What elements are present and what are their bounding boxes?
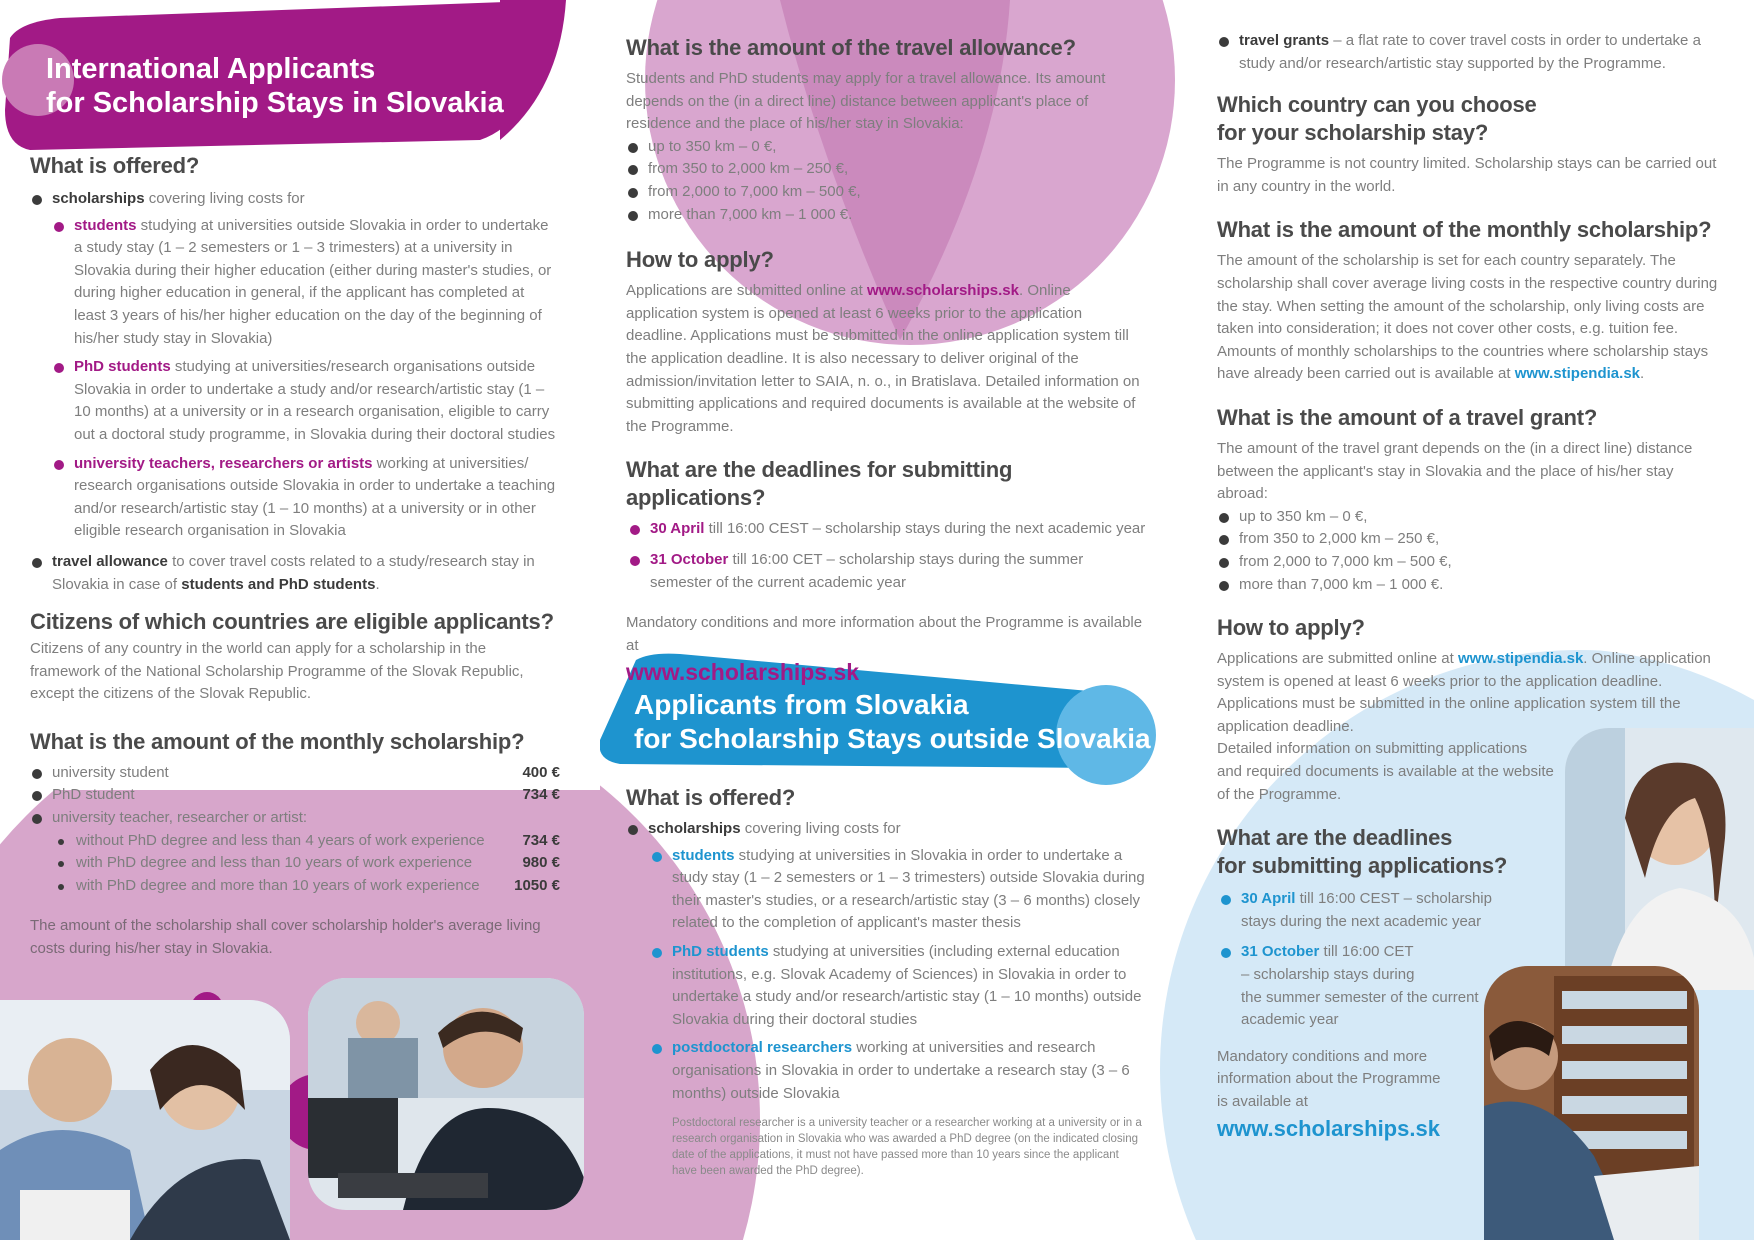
list-item: students studying at universities outside Slovakia in order to undertake a study stay (1 – 2 semesters or 1 – 3 trimesters) at a university in Slovakia during their higher education (either during master's studies, or during higher education in general, if the applicant has completed at least 3 years of his/her higher education on the day of the beginning of his/her study stay in Slovakia)	[50, 215, 560, 351]
list-item: 31 October till 16:00 CET – scholarship stays during the summer semester of the current academic year	[626, 549, 1146, 594]
list-item: postdoctoral researchers working at universities and research organisations in Slovakia in order to undertake a research stay (3 – 6 months) outside Slovakia	[648, 1037, 1146, 1105]
apply-text: Applications are submitted online at www.scholarships.sk. Online application system is opened at least 6 weeks prior to the application deadline. Applications must be submitted in the online application system till the application deadline. It is also necessary to deliver original of the admission/invitation letter to SAIA, n. o., in Bratislava. Detailed information on submitting applications and required documents is available at the website of the Programme.	[626, 282, 1140, 435]
table-row: university student 400 €	[30, 762, 560, 785]
country-text: The Programme is not country limited. Scholarship stays can be carried out in any country in the world.	[1217, 155, 1717, 195]
heading-offered: What is offered?	[30, 153, 200, 178]
list-item: travel grants – a flat rate to cover travel costs in order to undertake a study and/or research/artistic stay supported by the Programme.	[1217, 30, 1727, 75]
banner-line-1: International Applicants	[46, 53, 376, 85]
travel-text: Students and PhD students may apply for a travel allowance. Its amount depends on the (in a direct line) distance between applicant's place of residence and the place of his/her stay in Slovakia:	[626, 70, 1106, 133]
scholarships-big-link-blue[interactable]: www.scholarships.sk	[1217, 1115, 1440, 1141]
list-item: students studying at universities in Slovakia in order to undertake a study stay (1 – 2 semesters or 1 – 3 trimesters) outside Slovakia during their master's studies, or a research/artistic stay (3 – 6 months) closely related to the completion of applicant's master thesis	[648, 845, 1146, 935]
grants-list	[1217, 30, 1727, 75]
table-row: without PhD degree and less than 4 years of work experience 734 €	[52, 830, 560, 853]
monthly-sublist	[52, 830, 560, 898]
heading-monthly: What is the amount of the monthly scholarship?	[30, 728, 525, 754]
list-item: 30 April till 16:00 CEST – scholarship stays during the next academic year	[1217, 888, 1727, 933]
list-item: from 350 to 2,000 km – 250 €,	[1217, 528, 1727, 551]
column-international	[30, 150, 560, 961]
heading-travel-grant: What is the amount of a travel grant?	[1217, 404, 1598, 430]
heading-citizens: Citizens of which countries are eligible applicants?	[30, 609, 554, 635]
list-item: more than 7,000 km – 1 000 €.	[626, 204, 1146, 227]
list-item: more than 7,000 km – 1 000 €.	[1217, 574, 1727, 597]
photo-woman	[1565, 728, 1754, 990]
grant-list	[1217, 506, 1727, 596]
monthly-list	[30, 762, 560, 898]
list-item: from 2,000 to 7,000 km – 500 €,	[626, 181, 1146, 204]
list-item: scholarships covering living costs for students studying at universities in Slovakia in order to undertake a study stay (1 – 2 semesters or 1 – 3 trimesters) outside Slovakia during their master's studies, or a research/artistic stay (3 – 6 months) closely related to the completion of applicant's master thesis PhD students studying at universities (including external education institutions, e.g. Slovak Academy of Sciences) in Slovakia in order to undertake a study and/or research/artistic stay (1 – 10 months) outside Slovakia during their doctoral studies postdoctoral researchers working at universities and research organisations in Slovakia in order to undertake a research stay (3 – 6 months) outside Slovakia	[626, 818, 1146, 1105]
apply-outside-text: Applications are submitted online at www.stipendia.sk. Online application system is opened at least 6 weeks prior to the application deadline. Applications must be submitted in the online application system till the application deadline. Detailed information on submitting applications and required documents is available at the website of the Programme.	[1217, 650, 1711, 803]
list-item: up to 350 km – 0 €,	[626, 136, 1146, 159]
grant-text: The amount of the travel grant depends on the (in a direct line) distance between the applicant's stay in Slovakia and the place of his/her stay abroad:	[1217, 439, 1693, 503]
banner-line-1: Applicants from Slovakia	[634, 689, 969, 720]
list-item: travel allowance to cover travel costs related to a study/research stay in Slovakia in case of students and PhD students.	[30, 551, 560, 596]
sublist	[648, 845, 1146, 1106]
stipendia-link[interactable]: www.stipendia.sk	[1457, 650, 1584, 668]
banner-international	[46, 52, 504, 120]
photo-student-computer	[308, 978, 584, 1210]
heading-travel-allowance: What is the amount of the travel allowance?	[626, 35, 1076, 60]
list-item: scholarships covering living costs for students studying at universities outside Slovakia in order to undertake a study stay (1 – 2 semesters or 1 – 3 trimesters) at a university in Slovakia during their higher education (either during master's studies, or during higher education in general, if the applicant has completed at least 3 years of his/her higher education on the day of the beginning of his/her study stay in Slovakia) PhD students studying at universities/research organisations outside Slovakia in order to undertake a study and/or research/artistic stay (1 – 10 months) at a university or in a research organisation, eligible to carry out a doctoral study programme, in Slovakia during their doctoral studies university teachers, researchers or artists working at universities/ research organisations outside Slovakia in order to undertake a teaching and/or research/artistic stay (1 – 10 months) at a university or in other eligible research organisation in Slovakia	[30, 188, 560, 543]
table-row: university teacher, researcher or artist: without PhD degree and less than 4 years of work experience 734 € with PhD degree and less than 10 years of work experience 980 € with PhD degree and more than 10 years of work experience 1050 €	[30, 807, 560, 897]
scholarships-link[interactable]: www.scholarships.sk	[866, 282, 1019, 300]
mandatory-outside-text: Mandatory conditions and more information about the Programme is available at	[1217, 1047, 1441, 1110]
heading-deadlines: What are the deadlines for submitting applications?	[626, 457, 1013, 511]
table-row: with PhD degree and more than 10 years of work experience 1050 €	[52, 875, 560, 898]
table-row: PhD student 734 €	[30, 784, 560, 807]
monthly-note: The amount of the scholarship shall cover scholarship holder's average living costs during his/her stay in Slovakia.	[30, 917, 541, 958]
sublist	[50, 215, 560, 543]
stipendia-link[interactable]: www.stipendia.sk	[1514, 365, 1640, 383]
list-item: PhD students studying at universities (including external education institutions, e.g. Slovak Academy of Sciences) in Slovakia in order to undertake a study and/or research/artistic stay (1 – 10 months) outside Slovakia during their doctoral studies	[648, 941, 1146, 1031]
list-item: PhD students studying at universities/research organisations outside Slovakia in order to undertake a study and/or research/artistic stay (1 – 10 months) at a university or in a research organisation, eligible to carry out a doctoral study programme, in Slovakia during their doctoral studies	[50, 356, 560, 446]
list-item: up to 350 km – 0 €,	[1217, 506, 1727, 529]
banner-line-2: for Scholarship Stays outside Slovakia	[634, 723, 1151, 754]
list-item: 30 April till 16:00 CEST – scholarship stays during the next academic year	[626, 518, 1146, 541]
heading-monthly-outside: What is the amount of the monthly scholarship?	[1217, 217, 1712, 243]
banner-slovakia	[634, 688, 1151, 756]
travel-list	[626, 136, 1146, 226]
postdoc-footnote: Postdoctoral researcher is a university teacher or a researcher working at a university or in a research organisation in Slovakia who was awarded a PhD degree (on the indicated closing date of the applications, it must not have passed more than 10 years since the applicant have been awarded the PhD degree).	[672, 1117, 1142, 1178]
monthly-outside-text: The amount of the scholarship is set for each country separately. The scholarship shall cover average living costs in the respective country during the stay. When setting the amount of the scholarship, only living costs are taken into consideration; it does not cover other costs, e.g. tuition fee. Amounts of monthly scholarships to the countries where scholarship stays have already been carried out is available at www.stipendia.sk.	[1217, 252, 1718, 383]
heading-country: Which country can you choose for your scholarship stay?	[1217, 92, 1537, 146]
heading-offered-outside: What is offered?	[626, 785, 796, 810]
banner-line-2: for Scholarship Stays in Slovakia	[46, 87, 504, 119]
mandatory-text: Mandatory conditions and more information about the Programme is available at	[626, 614, 1143, 654]
table-row: with PhD degree and less than 10 years of work experience 980 €	[52, 852, 560, 875]
heading-deadlines-outside: What are the deadlines for submitting applications?	[1217, 825, 1508, 879]
column-middle	[626, 34, 1146, 687]
list-item: university teachers, researchers or artists working at universities/ research organisations outside Slovakia in order to undertake a teaching and/or research/artistic stay (1 – 10 months) at a university or in other eligible research organisation in Slovakia	[50, 453, 560, 543]
heading-how-to-apply-outside: How to apply?	[1217, 615, 1365, 641]
list-item: from 2,000 to 7,000 km – 500 €,	[1217, 551, 1727, 574]
scholarships-big-link[interactable]: www.scholarships.sk	[626, 659, 860, 686]
offered-list	[30, 188, 560, 596]
column-middle-lower	[626, 784, 1146, 1179]
photo-team	[0, 1000, 290, 1240]
citizens-text: Citizens of any country in the world can apply for a scholarship in the framework of the National Scholarship Programme of the Slovak Republic, except the citizens of the Slovak Republic.	[30, 640, 524, 703]
offered-outside-list	[626, 818, 1146, 1105]
list-item: 31 October till 16:00 CET – scholarship stays during the summer semester of the current academic year	[1217, 941, 1727, 1031]
list-item: from 350 to 2,000 km – 250 €,	[626, 158, 1146, 181]
heading-how-to-apply: How to apply?	[626, 247, 774, 273]
deadlines-list	[626, 518, 1146, 594]
photo-library-student	[1484, 966, 1699, 1240]
